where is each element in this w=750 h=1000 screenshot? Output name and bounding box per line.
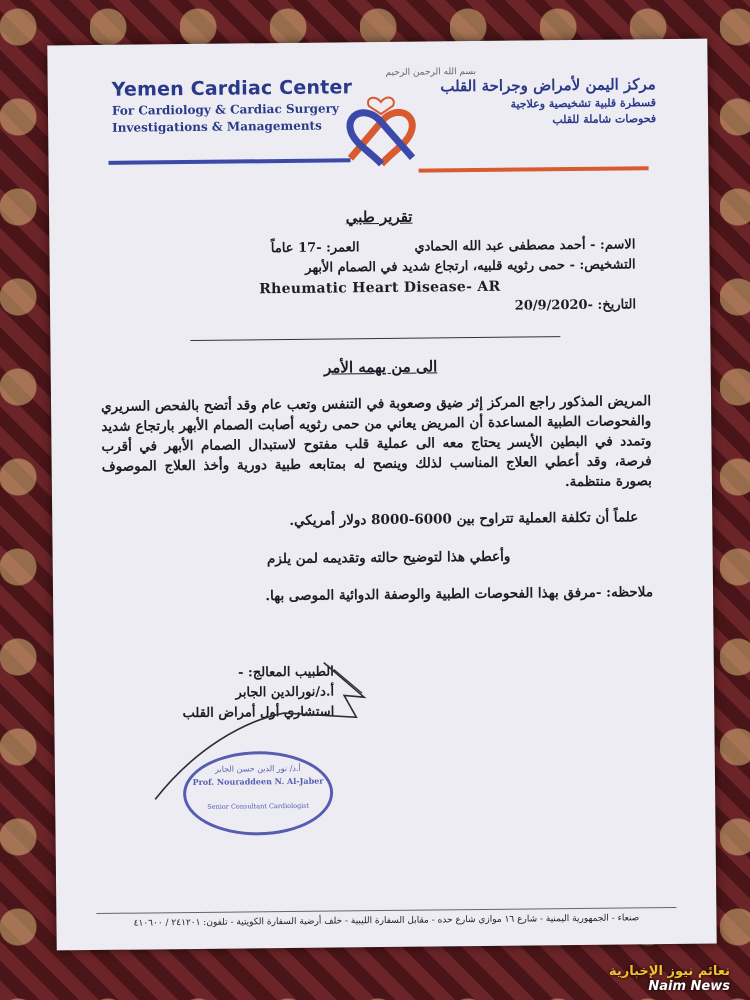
letterhead-english <box>112 76 373 135</box>
stamp-arabic-name: أ.د/ نور الدين حسن الجابر <box>214 763 301 774</box>
center-name-ar: مركز اليمن لأمراض وجراحة القلب <box>440 75 656 96</box>
issuance-statement: وأعطي هذا لتوضيح حالته وتقديمه لمن يلزم <box>266 548 511 568</box>
footer-address: صنعاء - الجمهورية اليمنية - شارع ١٦ موازي شارع حده - مقابل السفارة الليبية - خلف أرضية السفارة الكويتية - تلفون: ٢٤١٢٠١ / ٤١٠٦٠٠ <box>133 913 640 929</box>
stamp-role: Senior Consultant Cardiologist <box>207 801 310 811</box>
basmala: بسم الله الرحمن الرحيم <box>385 66 477 78</box>
header-bar-blue <box>108 158 350 165</box>
cost-statement: علماً أن تكلفة العملية تتراوح بين 6000-8000 دولار أمريكي. <box>289 509 639 529</box>
center-name-en: Yemen Cardiac Center <box>111 76 353 101</box>
attachment-note: ملاحظه: -مرفق بهذا الفحوصات الطبية والوصفة الدوائية الموصى بها. <box>265 584 654 605</box>
doctor-label: الطبيب المعالج: - <box>238 664 334 681</box>
stamp-english-name: Prof. Nouraddeen N. Al-Jaber <box>192 775 324 787</box>
doctor-role: استشاري أول أمراض القلب <box>182 704 335 722</box>
center-sub1-en: For Cardiology & Cardiac Surgery <box>111 101 340 118</box>
doctor-stamp <box>183 751 334 837</box>
doctor-name: أ.د/نورالدين الجابر <box>235 684 335 701</box>
center-sub2-en: Investigations & Managements <box>112 118 322 135</box>
watermark-arabic: نعائم نيوز الإخبارية <box>609 964 730 979</box>
patient-age: العمر: -17 عاماً <box>270 240 360 257</box>
report-date: التاريخ: -20/9/2020 <box>514 297 637 314</box>
watermark-english: Naim News <box>648 979 730 994</box>
diagnosis-english: Rheumatic Heart Disease- AR <box>259 278 501 298</box>
header-bar-orange <box>419 166 649 172</box>
letterhead-arabic <box>426 75 657 127</box>
report-title: تقرير طبي <box>345 207 413 227</box>
center-sub2-ar: فحوصات شاملة للقلب <box>552 112 657 127</box>
center-sub1-ar: قسطرة قلبية تشخيصية وعلاجية <box>510 96 656 111</box>
patient-name: الاسم: - أحمد مصطفى عبد الله الحمادي <box>414 237 636 255</box>
diagnosis: التشخيص: - حمى رثويه قلبيه، ارتجاع شديد في الصمام الأبهر <box>305 257 636 276</box>
medical-report-document <box>47 39 716 951</box>
divider <box>190 336 560 341</box>
news-watermark <box>609 964 730 994</box>
to-whom-heading: الى من يهمه الأمر <box>323 357 438 377</box>
report-body: المريض المذكور راجع المركز إثر ضيق وصعوبة في التنفس وتعب عام وقد أتضح بالفحص السريري والفحوصات الطبية المساعدة أن المريض يعاني من حمى رثويه أصابت الصمام الأبهر بارتجاع شديد وتمدد في البطين الأيسر يحتاج معه الى عملية قلب مفتوح لاستبدال الصمام الأبهر في أقرب فرصة، وقد أعطي العلاج المناسب لذلك وينصح له بمتابعه طبية دورية وأخذ العلاج الموصوف بصورة منتظمة. <box>100 393 652 491</box>
